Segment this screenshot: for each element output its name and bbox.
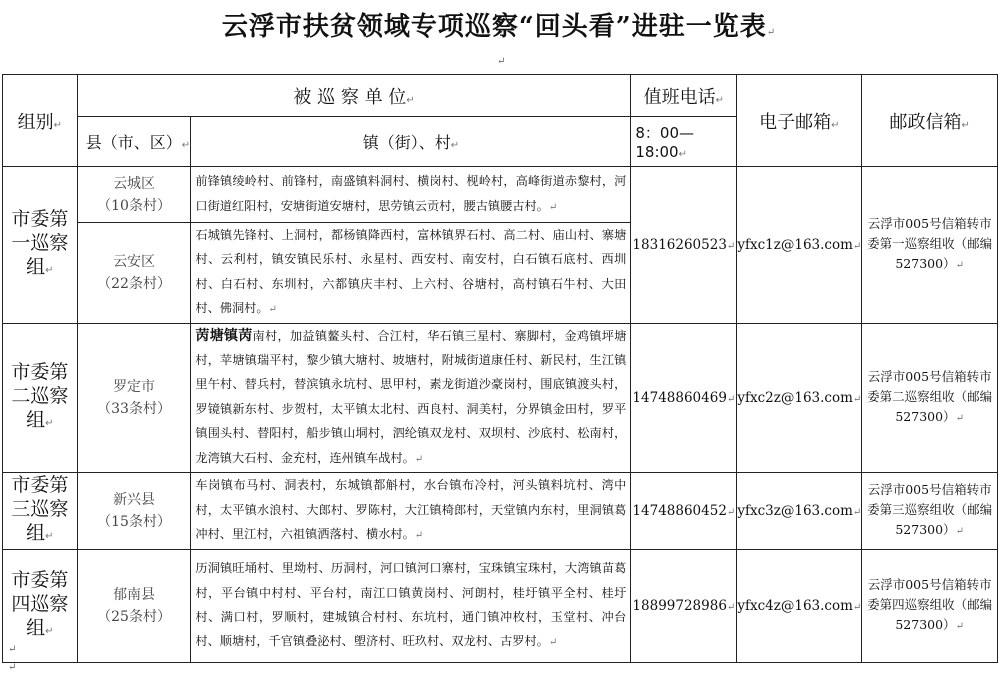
group-3-name: 市委第三巡察组↵	[3, 473, 78, 550]
county-luoding: 罗定市 （33条村）	[77, 323, 191, 472]
group-4-name: 市委第四巡察组↵	[3, 550, 78, 663]
villages-yuncheng: 前锋镇绫岭村、前锋村，南盛镇料洞村、横岗村、枧岭村，高峰街道赤黎村，河口街道红阳村，安塘街道安塘村，思劳镇云贡村，腰古镇腰古村。↵	[191, 167, 631, 223]
postal-group-2: 云浮市005号信箱转市委第二巡察组收（邮编527300）↵	[862, 323, 998, 472]
group-1-name: 市委第一巡察组↵	[3, 167, 78, 324]
paragraph-mark: ↵	[766, 27, 777, 38]
email-group-2: yfxc2z@163.com↵	[737, 323, 862, 472]
header-inspected-unit: 被 巡 察 单 位↵	[77, 75, 631, 117]
postal-group-3: 云浮市005号信箱转市委第三巡察组收（邮编527300）↵	[862, 473, 998, 550]
email-group-1: yfxc1z@163.com↵	[737, 167, 862, 324]
header-postal: 邮政信箱↵	[862, 75, 998, 167]
postal-group-4: 云浮市005号信箱转市委第四巡察组收（邮编527300）↵	[862, 550, 998, 663]
header-group: 组别↵	[3, 75, 78, 167]
postal-group-1: 云浮市005号信箱转市委第一巡察组收（邮编527300）↵	[862, 167, 998, 324]
villages-yunan: 石城镇先锋村、上洞村，都杨镇降西村，富林镇界石村、高二村、庙山村、寨塘村、云利村，镇安镇民乐村、永星村、西安村、南安村，白石镇石底村、西圳村、白石村、东圳村，六都镇庆丰村、上六村、谷塘村，高村镇石牛村、大田村、佛洞村。↵	[191, 223, 631, 324]
paragraph-mark-bottom-2: ↵	[8, 662, 17, 673]
phone-group-4: 18899728986↵	[631, 550, 737, 663]
title-text: 云浮市扶贫领域专项巡察“回头看”进驻一览表	[221, 12, 767, 42]
villages-yunan-county: 历洞镇旺埇村、里坳村、历洞村，河口镇河口寨村，宝珠镇宝珠村，大湾镇苗葛村，平台镇中村村、平台村，南江口镇黄岗村、河朗村，桂圩镇平全村、桂圩村、满口村，罗顺村，建城镇合村村、东坑村，通门镇冲枚村，玉堂村、冲台村、顺塘村，千官镇叠泌村、塱济村、旺玖村、双龙村、古罗村。↵	[191, 550, 631, 663]
email-group-4: yfxc4z@163.com↵	[737, 550, 862, 663]
group-2-name: 市委第二巡察组↵	[3, 323, 78, 472]
county-yunan: 云安区 （22条村）	[77, 223, 191, 324]
phone-group-2: 14748860469↵	[631, 323, 737, 472]
document-title	[0, 6, 998, 43]
phone-group-1: 18316260523↵	[631, 167, 737, 324]
paragraph-mark-bottom-1: ↵	[8, 644, 17, 655]
header-duty-phone: 值班电话↵	[631, 75, 737, 117]
villages-luoding: 苪塘镇苪南村，加益镇鳌头村、合江村，华石镇三星村、寨脚村，金鸡镇坪塘村，苹塘镇瑞平村，黎少镇大塘村、坡塘村，附城街道康任村、新民村，生江镇里午村、替兵村，替滨镇永坑村、思甲村，素龙街道沙豪岗村，围底镇渡头村，罗镜镇新东村、步贺村，太平镇太北村、西良村、洞美村，分界镇金田村，罗平镇围头村、替阳村，船步镇山垌村，泗纶镇双龙村、双坝村、沙底村、松南村，龙湾镇大石村、金充村，连州镇车战村。↵	[191, 323, 631, 472]
phone-group-3: 14748860452↵	[631, 473, 737, 550]
header-town-village: 镇（街）、村↵	[191, 117, 631, 167]
header-hours: 8：00—18:00↵	[631, 117, 737, 167]
header-email: 电子邮箱↵	[737, 75, 862, 167]
header-county: 县（市、区）↵	[77, 117, 191, 167]
inspection-table	[2, 74, 998, 663]
paragraph-mark-top: ↵	[497, 56, 506, 67]
county-yuncheng: 云城区 （10条村）	[77, 167, 191, 223]
email-group-3: yfxc3z@163.com↵	[737, 473, 862, 550]
county-yunan-county: 郁南县 （25条村）	[77, 550, 191, 663]
villages-xinxing: 车岗镇布马村、洞表村，东城镇都斛村，水台镇布冷村，河头镇料坑村、湾中村，太平镇水浪村、大郎村、罗陈村，大江镇椅郎村，天堂镇内东村，里洞镇葛冲村、里江村，六祖镇洒落村、横水村。↵	[191, 473, 631, 550]
county-xinxing: 新兴县 （15条村）	[77, 473, 191, 550]
